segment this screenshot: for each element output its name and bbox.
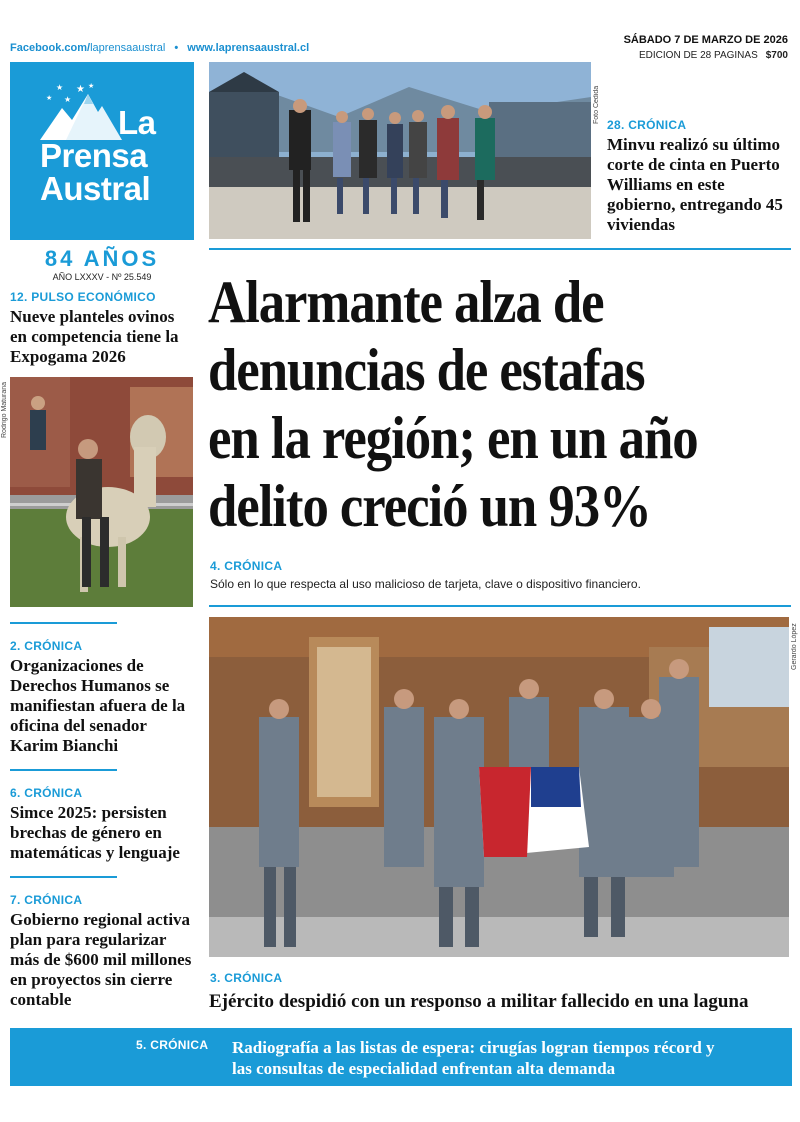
sidebar-story4-kicker[interactable]: 7. CRÓNICA: [10, 893, 83, 907]
minvu-ceremony-photo[interactable]: [209, 62, 591, 239]
edition-pages: EDICION DE 28 PAGINAS: [639, 50, 758, 61]
funeral-photo-illustration: [209, 617, 789, 957]
section-divider: [10, 876, 117, 878]
ceremony-photo-illustration: [209, 62, 591, 239]
main-story-deck: Sólo en lo que respecta al uso malicioso de tarjeta, clave o dispositivo financiero.: [210, 577, 641, 591]
main-story-kicker[interactable]: 4. CRÓNICA: [210, 559, 283, 573]
photo-credit: Rodrigo Maturana: [1, 381, 8, 438]
bottom-story-kicker: 5. CRÓNICA: [136, 1038, 209, 1052]
military-funeral-photo[interactable]: [209, 617, 789, 957]
facebook-link[interactable]: Facebook.com/laprensaaustral: [10, 42, 166, 54]
masthead-logo[interactable]: [10, 62, 194, 240]
masthead-name-line3: Austral: [40, 170, 151, 207]
section-divider: [209, 248, 791, 250]
main-headline-line1: Alarmante alza de: [208, 269, 604, 335]
sheep-photo-illustration: [10, 377, 193, 607]
masthead-name-line1: La: [118, 104, 156, 141]
main-headline[interactable]: [208, 268, 727, 540]
sidebar-story1-title[interactable]: Nueve planteles ovinos en competencia tiene la Expogama 2026: [10, 307, 179, 366]
main-headline-line2: denuncias de estafas: [208, 337, 645, 403]
section-divider: [10, 769, 117, 771]
masthead-name-line2: Prensa: [40, 137, 148, 174]
price: $700: [765, 50, 788, 61]
main-headline-line4: delito creció un 93%: [208, 473, 651, 539]
sidebar-story1-kicker[interactable]: 12. PULSO ECONÓMICO: [10, 290, 156, 304]
facebook-handle: laprensaaustral: [90, 42, 166, 54]
issue-date: SÁBADO 7 DE MARZO DE 2026: [623, 34, 788, 46]
photo-story-kicker[interactable]: 3. CRÓNICA: [210, 971, 283, 985]
bottom-story-title: Radiografía a las listas de espera: cirugías logran tiempos récord y las consultas de especialidad enfrentan alta demanda: [232, 1038, 715, 1078]
svg-text:★: ★: [56, 83, 64, 92]
sheep-show-photo[interactable]: [10, 377, 193, 607]
svg-text:★: ★: [46, 94, 53, 102]
main-headline-line3: en la región; en un año: [208, 405, 698, 471]
social-links: [10, 42, 309, 54]
svg-text:★: ★: [76, 84, 85, 95]
sidebar-story4-title[interactable]: Gobierno regional activa plan para regularizar más de $600 mil millones en proyectos sin cierre contable: [10, 910, 192, 1009]
sidebar-story2-kicker[interactable]: 2. CRÓNICA: [10, 639, 83, 653]
issue-number: AÑO LXXXV - Nº 25.549: [52, 272, 152, 282]
sidebar-story2-title[interactable]: Organizaciones de Derechos Humanos se manifiestan afuera de la oficina del senador Karim Bianchi: [10, 656, 186, 755]
sidebar-story3-kicker[interactable]: 6. CRÓNICA: [10, 786, 83, 800]
svg-text:★: ★: [64, 95, 72, 104]
separator-dot: •: [174, 42, 179, 54]
sidebar-story3-title[interactable]: Simce 2025: persisten brechas de género en matemáticas y lenguaje: [10, 803, 180, 862]
photo-credit: Gerardo López: [791, 623, 798, 670]
top-story-title[interactable]: Minvu realizó su último corte de cinta en Puerto Williams en este gobierno, entregando 45 viviendas: [607, 135, 783, 234]
section-divider: [209, 605, 791, 607]
top-story-kicker[interactable]: 28. CRÓNICA: [607, 118, 687, 132]
photo-story-title[interactable]: Ejército despidió con un responso a militar fallecido en una laguna: [209, 991, 749, 1012]
masthead-name: [40, 106, 156, 205]
bottom-story-bar[interactable]: [10, 1028, 792, 1086]
svg-text:★: ★: [88, 82, 95, 90]
website-link[interactable]: www.laprensaaustral.cl: [187, 42, 310, 54]
section-divider: [10, 622, 117, 624]
anniversary-label: 84 AÑOS: [44, 246, 160, 271]
edition-info: [639, 50, 788, 61]
photo-credit: Foto Cedida: [593, 85, 600, 124]
